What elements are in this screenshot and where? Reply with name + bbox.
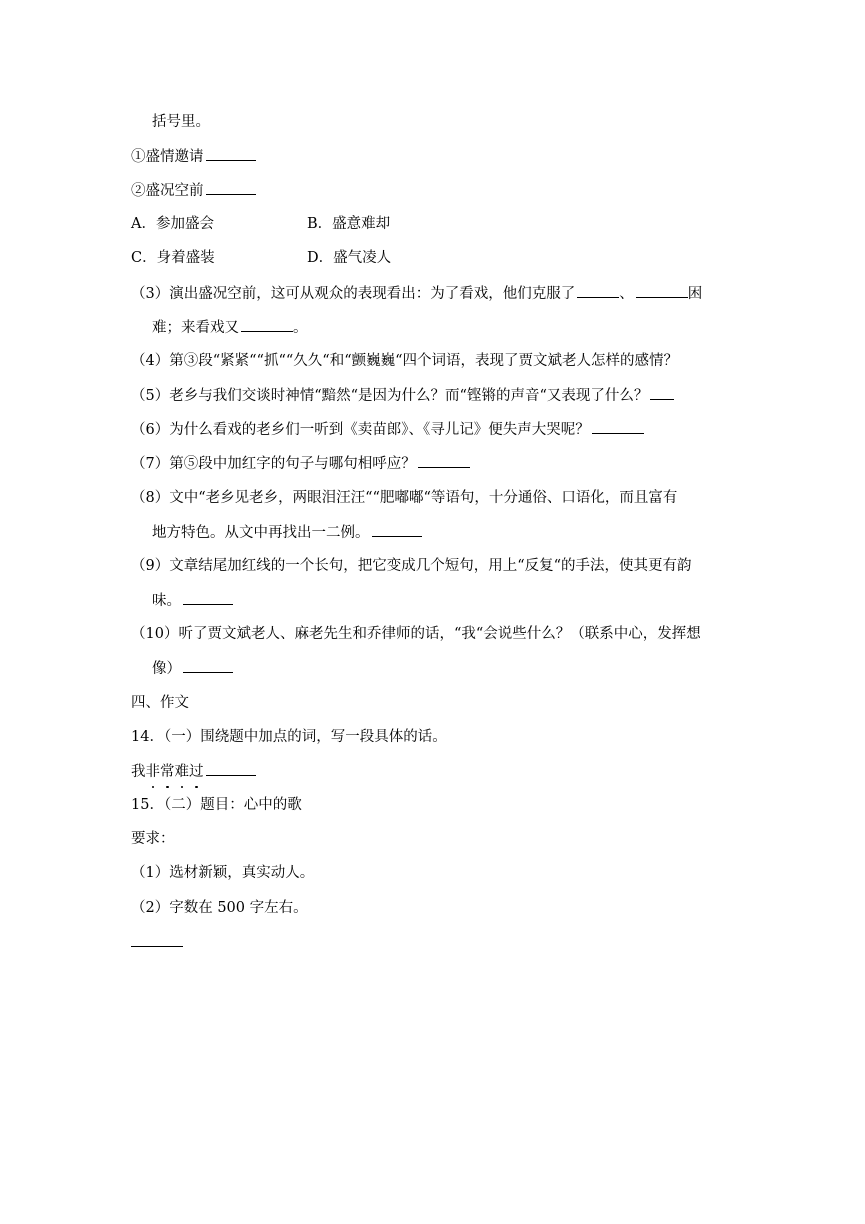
option-d bbox=[307, 248, 391, 268]
option-b bbox=[307, 214, 390, 234]
item-1-text: ①盛情邀请 bbox=[131, 149, 204, 165]
question-6-text: （6）为什么看戏的老乡们一听到《卖苗郎》、《寻儿记》便失声大哭呢？ bbox=[131, 422, 590, 438]
question-10-cont-text: 像） bbox=[152, 661, 181, 677]
question-9 bbox=[131, 556, 692, 576]
requirement-1 bbox=[131, 863, 314, 883]
option-c-text: C．身着盛装 bbox=[131, 250, 215, 266]
answer-blank[interactable] bbox=[206, 761, 256, 776]
question-10-cont bbox=[152, 658, 233, 679]
question-14-prompt bbox=[131, 761, 256, 782]
requirements-label bbox=[131, 829, 175, 849]
question-10-text: （10）听了贾文斌老人、麻老先生和乔律师的话，“我“会说些什么？（联系中心，发挥想 bbox=[131, 626, 701, 642]
question-10 bbox=[131, 624, 701, 644]
question-6 bbox=[131, 419, 644, 440]
essay-answer-line bbox=[131, 932, 183, 953]
period: 。 bbox=[293, 320, 308, 336]
question-9-cont-text: 味。 bbox=[152, 593, 181, 609]
option-a-text: A．参加盛会 bbox=[131, 216, 214, 232]
answer-blank[interactable] bbox=[131, 932, 183, 947]
item-1 bbox=[131, 146, 256, 167]
question-9-cont bbox=[152, 590, 233, 611]
dotted-char: 常 bbox=[160, 764, 175, 780]
question-15-text: 15．（二）题目：心中的歌 bbox=[131, 797, 302, 813]
requirement-2-text: （2）字数在 500 字左右。 bbox=[131, 900, 308, 916]
option-c bbox=[131, 248, 215, 268]
option-d-text: D．盛气凌人 bbox=[307, 250, 392, 266]
answer-blank[interactable] bbox=[372, 522, 422, 537]
question-8 bbox=[131, 488, 677, 508]
option-b-text: B．盛意难却 bbox=[307, 216, 391, 232]
question-14 bbox=[131, 727, 447, 747]
question-5-text: （5）老乡与我们交谈时神情“黯然“是因为什么？而“铿锵的声音“又表现了什么？ bbox=[131, 388, 649, 404]
answer-blank[interactable] bbox=[183, 658, 233, 673]
requirement-2 bbox=[131, 898, 308, 918]
section-heading-text: 四、作文 bbox=[131, 695, 189, 711]
question-8-text: （8）文中“老乡见老乡，两眼泪汪汪““肥嘟嘟“等语句，十分通俗、口语化，而且富有 bbox=[131, 490, 678, 506]
answer-blank[interactable] bbox=[241, 317, 293, 332]
requirement-1-text: （1）选材新颖，真实动人。 bbox=[131, 865, 315, 881]
question-8-cont bbox=[152, 522, 422, 543]
requirements-label-text: 要求： bbox=[131, 831, 175, 847]
separator: 、 bbox=[619, 286, 634, 302]
question-4 bbox=[131, 351, 678, 371]
question-continuation bbox=[152, 112, 210, 132]
answer-blank[interactable] bbox=[206, 180, 256, 195]
question-3-text-end: 困 bbox=[687, 286, 703, 302]
dotted-char: 过 bbox=[189, 764, 204, 780]
question-14-text: 14．（一）围绕题中加点的词，写一段具体的话。 bbox=[131, 729, 447, 745]
question-3 bbox=[131, 283, 702, 304]
answer-blank[interactable] bbox=[577, 283, 619, 298]
section-heading bbox=[131, 693, 189, 713]
text: 括号里。 bbox=[152, 114, 210, 130]
answer-blank[interactable] bbox=[206, 146, 256, 161]
prompt-char: 我 bbox=[131, 764, 146, 780]
question-3-cont bbox=[152, 317, 308, 338]
answer-blank[interactable] bbox=[418, 453, 470, 468]
question-15 bbox=[131, 795, 302, 815]
answer-blank[interactable] bbox=[183, 590, 233, 605]
question-7 bbox=[131, 453, 470, 474]
question-8-cont-text: 地方特色。从文中再找出一二例。 bbox=[152, 525, 370, 541]
dotted-char: 非 bbox=[145, 764, 160, 780]
question-7-text: （7）第⑤段中加红字的句子与哪句相呼应？ bbox=[131, 456, 416, 472]
question-4-text: （4）第③段“紧紧““抓““久久“和“颤巍巍“四个词语，表现了贾文斌老人怎样的感情？ bbox=[131, 353, 679, 369]
answer-blank[interactable] bbox=[636, 283, 688, 298]
question-3-text: （3）演出盛况空前，这可从观众的表现看出：为了看戏，他们克服了 bbox=[131, 286, 576, 302]
answer-blank[interactable] bbox=[650, 385, 674, 400]
question-3-cont-text: 难；来看戏又 bbox=[152, 320, 239, 336]
option-a bbox=[131, 214, 214, 234]
item-2 bbox=[131, 180, 256, 201]
item-2-text: ②盛况空前 bbox=[131, 183, 204, 199]
dotted-char: 难 bbox=[174, 764, 189, 780]
question-5 bbox=[131, 385, 674, 406]
question-9-text: （9）文章结尾加红线的一个长句，把它变成几个短句，用上“反复“的手法，使其更有韵 bbox=[131, 558, 692, 574]
answer-blank[interactable] bbox=[592, 419, 644, 434]
